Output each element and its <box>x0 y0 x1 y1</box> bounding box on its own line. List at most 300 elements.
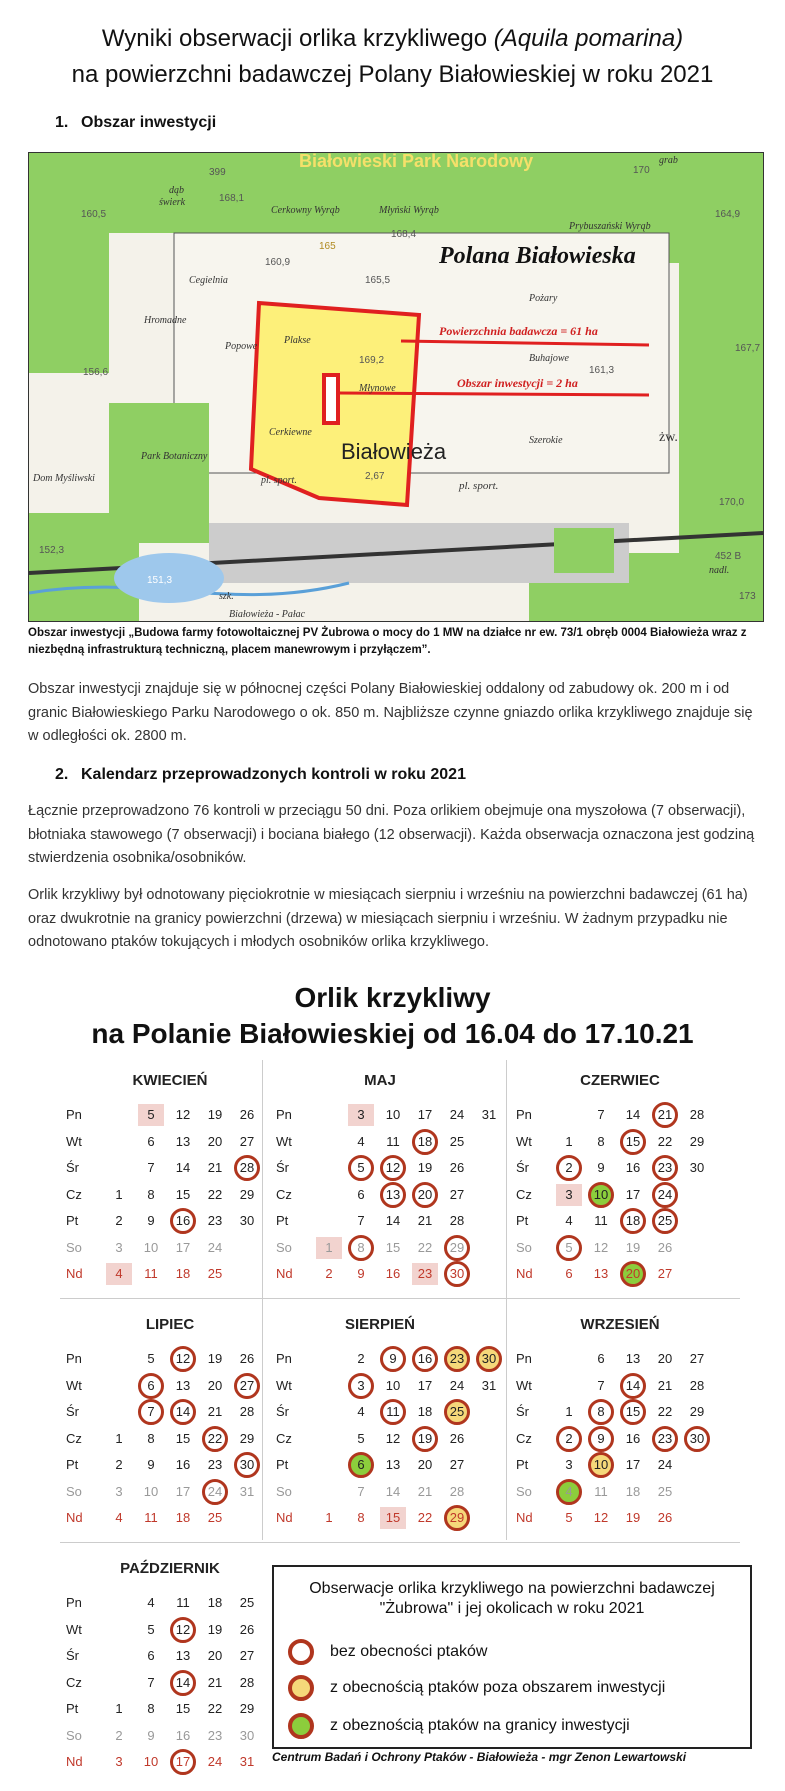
calendar-day <box>138 1698 164 1720</box>
calendar-day <box>234 1481 260 1503</box>
calendar-day <box>106 1725 132 1747</box>
calendar-day <box>170 1401 196 1423</box>
day-number: 6 <box>147 1648 155 1663</box>
title-text: Wyniki obserwacji orlika krzykliwego <box>101 25 494 52</box>
day-number: 12 <box>593 1510 609 1525</box>
calendar-day <box>556 1507 582 1529</box>
day-number: 24 <box>449 1377 465 1393</box>
calendar-day <box>170 1698 196 1720</box>
calendar-day <box>234 1210 260 1232</box>
weekday-label: Cz <box>66 1674 82 1690</box>
weekday-label: Cz <box>276 1430 292 1446</box>
day-number: 1 <box>565 1133 573 1149</box>
day-number: 17 <box>417 1107 433 1122</box>
calendar-day <box>138 1725 164 1747</box>
calendar-day <box>652 1507 678 1529</box>
calendar-day <box>202 1210 228 1232</box>
day-number: 3 <box>357 1107 365 1122</box>
day-number: 16 <box>170 1208 196 1234</box>
weekday-label: Nd <box>276 1510 293 1525</box>
day-number: 8 <box>147 1430 155 1446</box>
calendar-day <box>444 1375 470 1397</box>
day-number: 12 <box>175 1107 191 1122</box>
calendar-day <box>234 1348 260 1370</box>
day-number: 22 <box>657 1404 673 1419</box>
map-label-pruszanski: Prybuszański Wyrąb <box>569 221 651 232</box>
calendar-day <box>380 1104 406 1126</box>
weekday-label: Wt <box>66 1133 82 1149</box>
day-number: 30 <box>239 1727 255 1743</box>
calendar-day <box>444 1210 470 1232</box>
calendar-day <box>412 1237 438 1259</box>
weekday-label: Śr <box>66 1160 79 1175</box>
day-number: 2 <box>115 1457 123 1472</box>
calendar-day <box>170 1481 196 1503</box>
calendar-day <box>652 1184 678 1206</box>
day-number: 13 <box>175 1133 191 1149</box>
calendar-day <box>234 1751 260 1773</box>
day-number: 15 <box>175 1186 191 1202</box>
calendar-day <box>620 1454 646 1476</box>
calendar-day <box>684 1104 710 1126</box>
title-latin-name: (Aquila pomarina) <box>493 25 684 52</box>
day-number: 8 <box>348 1235 374 1261</box>
calendar-day <box>348 1184 374 1206</box>
calendar-day <box>380 1348 406 1370</box>
day-number: 30 <box>684 1426 710 1452</box>
day-number: 25 <box>239 1595 255 1610</box>
calendar-day <box>444 1237 470 1259</box>
calendar-day <box>588 1428 614 1450</box>
day-number: 21 <box>417 1483 433 1499</box>
day-number: 13 <box>593 1266 609 1281</box>
green-marker-icon <box>288 1713 314 1739</box>
calendar-day <box>380 1263 406 1285</box>
section1-title: Obszar inwestycji <box>81 114 217 131</box>
weekday-label: Pn <box>516 1107 532 1122</box>
day-number: 30 <box>444 1261 470 1287</box>
calendar-day <box>106 1184 132 1206</box>
elev-1681: 168,1 <box>219 193 245 204</box>
day-number: 14 <box>175 1160 191 1175</box>
calendar-day <box>652 1454 678 1476</box>
map-label-pozary: Pożary <box>529 293 558 304</box>
calendar-day <box>652 1104 678 1126</box>
map-label-plsport2: pl. sport. <box>459 480 499 492</box>
day-number: 9 <box>147 1213 155 1228</box>
month-1 <box>270 1062 497 1282</box>
elev-1677: 167,7 <box>735 343 761 354</box>
day-number: 6 <box>147 1133 155 1149</box>
legend-title-line2: "Żubrowa" i jej okolicach w roku 2021 <box>379 1600 645 1617</box>
calendar-day <box>316 1237 342 1259</box>
calendar-day <box>444 1263 470 1285</box>
calendar-day <box>652 1263 678 1285</box>
calendar-day <box>588 1507 614 1529</box>
calendar-day <box>652 1481 678 1503</box>
month-0 <box>60 1062 280 1282</box>
day-number: 18 <box>207 1595 223 1610</box>
calendar-day <box>588 1454 614 1476</box>
day-number: 21 <box>652 1102 678 1128</box>
day-number: 25 <box>207 1510 223 1525</box>
weekday-label: Pn <box>66 1351 82 1366</box>
map-label-area1: Powierzchnia badawcza = 61 ha <box>439 324 598 338</box>
page-title-line1 <box>0 22 785 56</box>
calendar-day <box>652 1157 678 1179</box>
calendar-day <box>234 1645 260 1667</box>
weekday-label: Śr <box>276 1160 289 1175</box>
weekday-label: So <box>66 1727 82 1743</box>
day-number: 18 <box>417 1404 433 1419</box>
day-number: 18 <box>175 1266 191 1281</box>
calendar-day <box>684 1375 710 1397</box>
map-label-palac: Białowieża - Pałac <box>229 609 306 620</box>
calendar-day <box>380 1428 406 1450</box>
day-number: 20 <box>207 1377 223 1393</box>
day-number: 29 <box>444 1235 470 1261</box>
day-number: 11 <box>144 1266 158 1281</box>
month-2 <box>510 1062 730 1282</box>
day-number: 7 <box>357 1483 365 1499</box>
calendar-day <box>138 1428 164 1450</box>
calendar-day <box>588 1184 614 1206</box>
day-number: 26 <box>239 1621 255 1637</box>
calendar-day <box>170 1725 196 1747</box>
day-number: 9 <box>597 1160 605 1175</box>
calendar-day <box>202 1592 228 1614</box>
weekday-label: Nd <box>66 1754 83 1769</box>
day-number: 31 <box>481 1377 497 1393</box>
weekday-label: Śr <box>66 1648 79 1663</box>
calendar-day <box>444 1401 470 1423</box>
day-number: 10 <box>143 1239 159 1255</box>
map-label-park: Białowieski Park Narodowy <box>299 152 534 171</box>
day-number: 15 <box>385 1510 401 1525</box>
elev-1613: 161,3 <box>589 365 615 376</box>
calendar-day <box>234 1619 260 1641</box>
day-number: 17 <box>170 1749 196 1775</box>
calendar-day <box>170 1428 196 1450</box>
day-number: 16 <box>625 1160 641 1175</box>
day-number: 13 <box>175 1648 191 1663</box>
calendar-day <box>202 1348 228 1370</box>
calendar-day <box>202 1619 228 1641</box>
calendar-day <box>444 1184 470 1206</box>
calendar-day <box>170 1237 196 1259</box>
calendar-day <box>202 1428 228 1450</box>
calendar-day <box>234 1428 260 1450</box>
weekday-label: Pt <box>66 1213 79 1228</box>
legend-item2-label: z obecnością ptaków poza obszarem inwestycji <box>330 1679 666 1697</box>
calendar-day <box>652 1401 678 1423</box>
day-number: 19 <box>625 1239 641 1255</box>
day-number: 3 <box>565 1457 573 1472</box>
day-number: 26 <box>657 1239 673 1255</box>
calendar-day <box>476 1375 502 1397</box>
day-number: 29 <box>239 1701 255 1716</box>
calendar-day <box>348 1157 374 1179</box>
day-number: 20 <box>207 1133 223 1149</box>
calendar-day <box>556 1454 582 1476</box>
weekday-label: Pt <box>276 1213 289 1228</box>
calendar-day <box>444 1131 470 1153</box>
calendar-day <box>684 1401 710 1423</box>
weekday-label: Nd <box>516 1266 533 1281</box>
day-number: 24 <box>207 1239 223 1255</box>
map-label-park-botaniczny: Park Botaniczny <box>141 451 208 462</box>
day-number: 27 <box>239 1648 255 1663</box>
weekday-label: Pn <box>276 1351 292 1366</box>
calendar-day <box>170 1751 196 1773</box>
calendar-day <box>170 1348 196 1370</box>
calendar-day <box>348 1375 374 1397</box>
day-number: 20 <box>620 1261 646 1287</box>
day-number: 24 <box>207 1754 223 1769</box>
weekday-label: Wt <box>276 1133 292 1149</box>
calendar-day <box>234 1157 260 1179</box>
day-number: 25 <box>207 1266 223 1281</box>
day-number: 16 <box>412 1346 438 1372</box>
calendar-day <box>556 1428 582 1450</box>
day-number: 12 <box>170 1617 196 1643</box>
day-number: 14 <box>170 1399 196 1425</box>
legend-item1-label: bez obecności ptaków <box>330 1643 488 1661</box>
day-number: 24 <box>652 1182 678 1208</box>
day-number: 22 <box>207 1701 223 1716</box>
day-number: 10 <box>385 1377 401 1393</box>
day-number: 5 <box>348 1155 374 1181</box>
calendar-day <box>202 1263 228 1285</box>
day-number: 19 <box>417 1160 433 1175</box>
day-number: 5 <box>147 1621 155 1637</box>
day-number: 31 <box>239 1754 255 1769</box>
day-number: 1 <box>115 1701 123 1716</box>
day-number: 17 <box>175 1483 191 1499</box>
calendar-day <box>170 1645 196 1667</box>
weekday-label: Śr <box>66 1404 79 1419</box>
calendar-day <box>380 1375 406 1397</box>
calendar-day <box>588 1131 614 1153</box>
day-number: 1 <box>325 1510 333 1525</box>
day-number: 23 <box>207 1213 223 1228</box>
day-number: 30 <box>234 1452 260 1478</box>
day-number: 20 <box>207 1648 223 1663</box>
calendar-day <box>444 1454 470 1476</box>
day-number: 29 <box>689 1404 705 1419</box>
day-number: 21 <box>207 1160 223 1175</box>
elev-1609: 160,9 <box>265 257 291 268</box>
day-number: 29 <box>239 1186 255 1202</box>
day-number: 1 <box>565 1404 573 1419</box>
day-number: 8 <box>597 1133 605 1149</box>
calendar-day <box>202 1698 228 1720</box>
weekday-label: Wt <box>66 1377 82 1393</box>
calendar-day <box>170 1454 196 1476</box>
weekday-label: Wt <box>276 1377 292 1393</box>
calendar-day <box>202 1725 228 1747</box>
calendar-day <box>202 1131 228 1153</box>
map-label-cerkowny: Cerkowny Wyrąb <box>271 205 340 216</box>
calendar-day <box>106 1454 132 1476</box>
calendar-day <box>620 1507 646 1529</box>
legend-box <box>272 1565 752 1749</box>
day-number: 11 <box>386 1133 400 1149</box>
weekday-label: Pn <box>516 1351 532 1366</box>
day-number: 25 <box>652 1208 678 1234</box>
elev-267: 2,67 <box>365 471 385 482</box>
calendar-day <box>380 1507 406 1529</box>
calendar-day <box>380 1157 406 1179</box>
map-label-area2: Obszar inwestycji = 2 ha <box>457 376 578 390</box>
calendar-day <box>556 1263 582 1285</box>
calendar-day <box>588 1210 614 1232</box>
elev-1684: 168,4 <box>391 229 417 240</box>
month-name: SIERPIEŃ <box>344 1316 416 1333</box>
map-label-dab: dąb <box>169 185 184 196</box>
day-number: 3 <box>115 1483 123 1499</box>
day-number: 2 <box>115 1213 123 1228</box>
calendar-day <box>380 1454 406 1476</box>
calendar-day <box>106 1237 132 1259</box>
calendar-day <box>444 1104 470 1126</box>
weekday-label: So <box>276 1483 292 1499</box>
day-number: 14 <box>625 1107 641 1122</box>
map-label-zw: żw. <box>659 430 678 445</box>
calendar-day <box>556 1237 582 1259</box>
day-number: 7 <box>147 1674 155 1690</box>
calendar-day <box>202 1237 228 1259</box>
day-number: 26 <box>239 1351 255 1366</box>
day-number: 31 <box>239 1483 255 1499</box>
weekday-label: Wt <box>66 1621 82 1637</box>
month-name: PAŹDZIERNIK <box>120 1560 220 1577</box>
day-number: 21 <box>207 1404 223 1419</box>
day-number: 20 <box>657 1351 673 1366</box>
weekday-label: Pt <box>66 1457 79 1472</box>
calendar-day <box>170 1157 196 1179</box>
calendar-day <box>444 1481 470 1503</box>
day-number: 29 <box>444 1505 470 1531</box>
calendar-day <box>138 1672 164 1694</box>
calendar-day <box>652 1131 678 1153</box>
day-number: 13 <box>380 1182 406 1208</box>
day-number: 20 <box>412 1182 438 1208</box>
calendar-day <box>170 1507 196 1529</box>
calendar-day <box>138 1237 164 1259</box>
calendar-day <box>588 1237 614 1259</box>
calendar-day <box>348 1263 374 1285</box>
calendar-day <box>234 1401 260 1423</box>
calendar-day <box>620 1237 646 1259</box>
day-number: 5 <box>147 1107 155 1122</box>
day-number: 4 <box>357 1133 365 1149</box>
day-number: 16 <box>625 1430 641 1446</box>
day-number: 4 <box>115 1510 123 1525</box>
calendar-day <box>106 1507 132 1529</box>
weekday-label: Wt <box>516 1133 532 1149</box>
calendar-day <box>202 1157 228 1179</box>
calendar-day <box>412 1454 438 1476</box>
day-number: 19 <box>625 1510 641 1525</box>
calendar-day <box>202 1507 228 1529</box>
day-number: 7 <box>147 1160 155 1175</box>
calendar-day <box>348 1237 374 1259</box>
calendar-day <box>170 1184 196 1206</box>
day-number: 26 <box>239 1107 255 1122</box>
month-name: KWIECIEŃ <box>132 1072 208 1089</box>
day-number: 22 <box>207 1186 223 1202</box>
day-number: 10 <box>385 1107 401 1122</box>
day-number: 21 <box>207 1674 223 1690</box>
map-label-grab: grab <box>659 155 678 166</box>
calendar-day <box>380 1481 406 1503</box>
day-number: 23 <box>207 1457 223 1472</box>
day-number: 27 <box>657 1266 673 1281</box>
map-label-szerokie: Szerokie <box>529 435 563 446</box>
calendar-day <box>380 1237 406 1259</box>
day-number: 12 <box>385 1430 401 1446</box>
calendar-day <box>444 1157 470 1179</box>
calendar-day <box>684 1348 710 1370</box>
calendar-day <box>170 1263 196 1285</box>
day-number: 24 <box>657 1457 673 1472</box>
calendar-day <box>412 1481 438 1503</box>
day-number: 30 <box>689 1160 705 1175</box>
calendar-day <box>652 1348 678 1370</box>
weekday-label: So <box>276 1239 292 1255</box>
map-label-cerkiewne: Cerkiewne <box>269 427 312 438</box>
day-number: 28 <box>239 1674 255 1690</box>
day-number: 26 <box>657 1510 673 1525</box>
credit-line: Centrum Badań i Ochrony Ptaków - Białowieża - mgr Zenon Lewartowski <box>272 1750 687 1764</box>
calendar-day <box>556 1157 582 1179</box>
day-number: 2 <box>556 1426 582 1452</box>
calendar-day <box>412 1507 438 1529</box>
calendar-day <box>348 1454 374 1476</box>
day-number: 25 <box>449 1133 465 1149</box>
weekday-label: Cz <box>516 1186 532 1202</box>
calendar-day <box>138 1348 164 1370</box>
day-number: 12 <box>380 1155 406 1181</box>
weekday-label: Pt <box>66 1701 79 1716</box>
weekday-label: So <box>516 1239 532 1255</box>
calendar-day <box>556 1481 582 1503</box>
day-number: 4 <box>115 1266 123 1281</box>
day-number: 19 <box>207 1351 223 1366</box>
day-number: 22 <box>417 1239 433 1255</box>
calendar-day <box>348 1401 374 1423</box>
calendar-day <box>234 1184 260 1206</box>
day-number: 9 <box>147 1457 155 1472</box>
day-number: 22 <box>657 1133 673 1149</box>
month-6 <box>60 1550 280 1770</box>
day-number: 13 <box>175 1377 191 1393</box>
calendar-day <box>202 1672 228 1694</box>
day-number: 6 <box>565 1266 573 1281</box>
elev-399: 399 <box>209 167 226 178</box>
calendar-day <box>620 1263 646 1285</box>
month-name: MAJ <box>364 1072 396 1089</box>
calendar-day <box>138 1263 164 1285</box>
day-number: 2 <box>115 1727 123 1743</box>
map-caption: Obszar inwestycji „Budowa farmy fotowoltaicznej PV Żubrowa o mocy do 1 MW na działce nr ew. 73/1 obręb 0004 Białowieża wraz z niezbędną infrastrukturą techniczną, placem manewrowym i przyłączem”. <box>28 627 747 656</box>
day-number: 18 <box>412 1129 438 1155</box>
calendar-day <box>106 1751 132 1773</box>
section2-number: 2. <box>55 766 69 783</box>
map-label-dom: Dom Myśliwski <box>33 473 95 484</box>
calendar-day <box>556 1210 582 1232</box>
